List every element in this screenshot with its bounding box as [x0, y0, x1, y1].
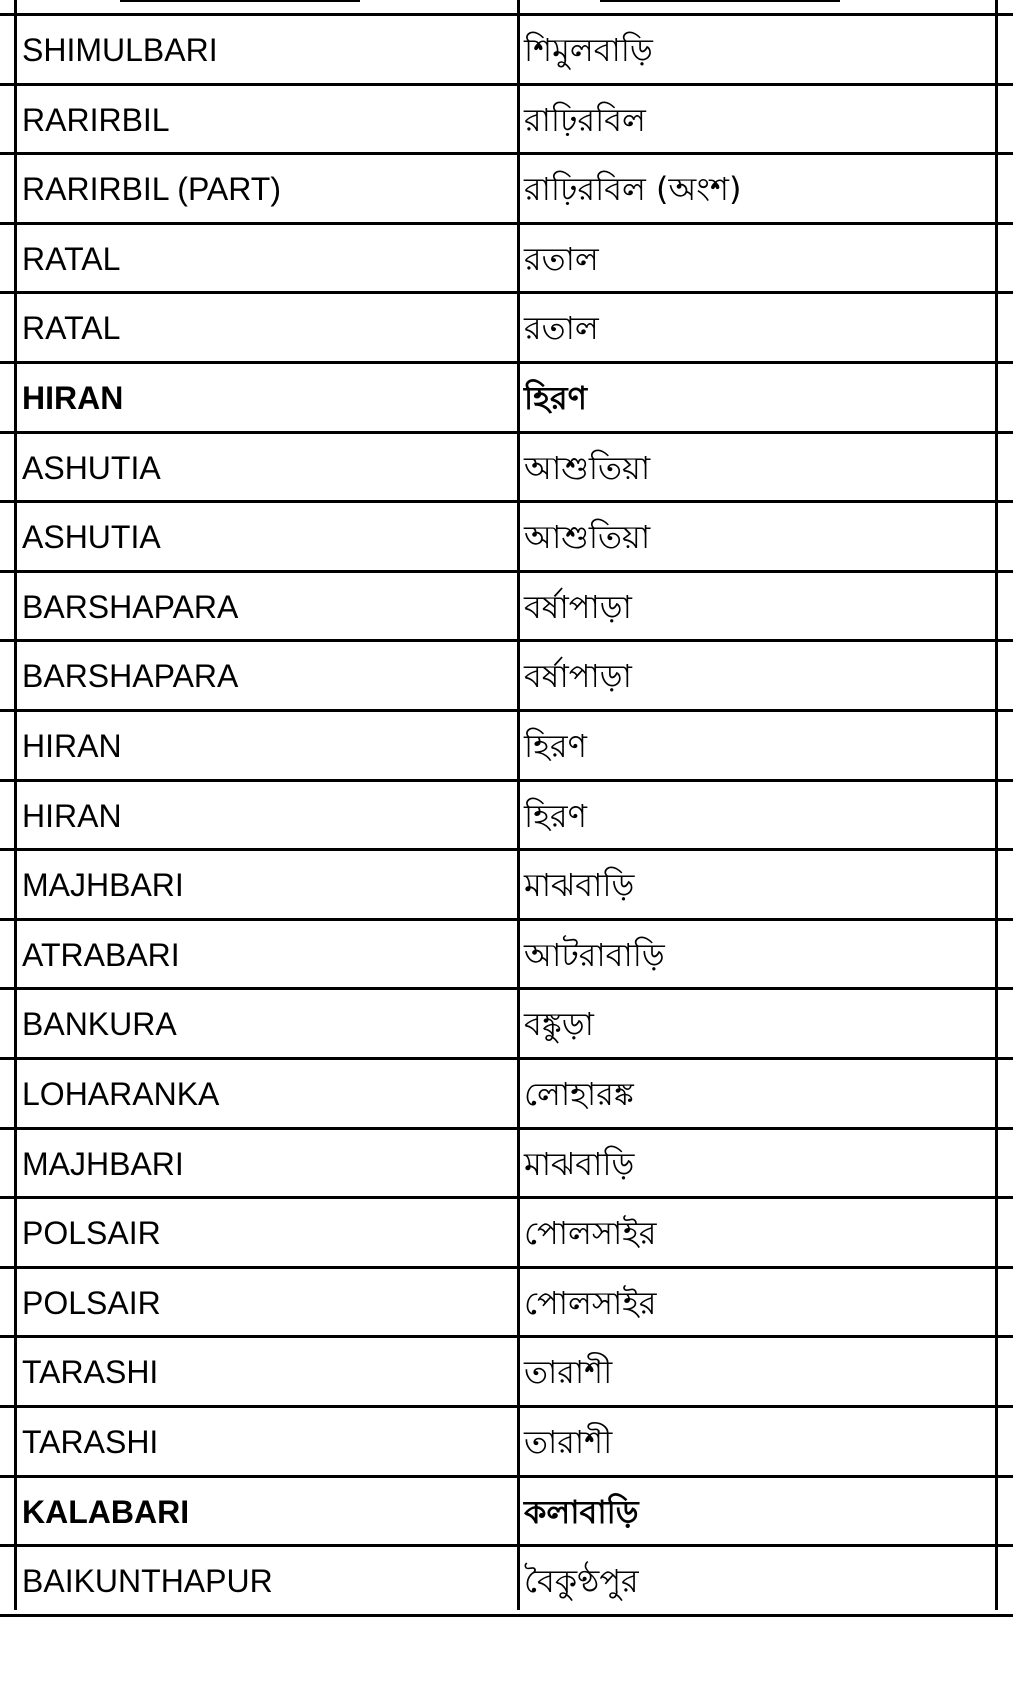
bengali-name-cell: বর্ষাপাড়া	[524, 587, 632, 626]
bengali-name-cell: পোলসাইর	[524, 1283, 657, 1322]
english-name-cell: HIRAN	[22, 797, 122, 834]
row-divider-tick	[998, 1057, 1013, 1060]
english-name-cell: BARSHAPARA	[22, 588, 239, 625]
table-row	[17, 1547, 995, 1614]
bengali-name-cell: বঙ্কুড়া	[524, 1004, 594, 1043]
table-row	[17, 990, 995, 1057]
bengali-name-cell: আটরাবাড়ি	[524, 935, 665, 974]
table-row	[17, 573, 995, 640]
bengali-name-cell: মাঝবাড়ি	[524, 865, 635, 904]
row-divider-tick	[998, 500, 1013, 503]
english-name-cell: LOHARANKA	[22, 1075, 220, 1112]
table-row	[17, 1478, 995, 1545]
row-divider-tick	[998, 639, 1013, 642]
row-divider-tick	[0, 13, 14, 16]
row-divider-tick	[998, 13, 1013, 16]
bengali-name-cell: রাঢ়িরবিল (অংশ)	[524, 169, 742, 208]
bengali-name-cell: তারাশী	[524, 1352, 613, 1391]
bengali-name-cell: রতাল	[524, 308, 599, 347]
row-divider-tick	[0, 570, 14, 573]
row-divider-tick	[0, 291, 14, 294]
row-divider-tick	[998, 361, 1013, 364]
bengali-name-cell: কলাবাড়ি	[524, 1492, 639, 1531]
row-divider-tick	[998, 709, 1013, 712]
row-divider-tick	[998, 431, 1013, 434]
clipped-header-border	[120, 0, 360, 2]
table-row	[17, 16, 995, 83]
english-name-cell: MAJHBARI	[22, 1145, 184, 1182]
row-divider-tick	[0, 848, 14, 851]
bengali-name-cell: আশুতিয়া	[524, 448, 651, 487]
row-divider-tick	[998, 1544, 1013, 1547]
row-divider-tick	[0, 779, 14, 782]
english-name-cell: BAIKUNTHAPUR	[22, 1562, 273, 1599]
english-name-cell: RARIRBIL (PART)	[22, 170, 281, 207]
row-divider-tick	[0, 1335, 14, 1338]
row-divider-tick	[0, 709, 14, 712]
table-row	[17, 712, 995, 779]
bengali-name-cell: আশুতিয়া	[524, 517, 651, 556]
bengali-name-cell: বর্ষাপাড়া	[524, 656, 632, 695]
bengali-name-cell: লোহারঙ্ক	[524, 1074, 634, 1113]
row-divider-tick	[998, 1475, 1013, 1478]
table-row	[17, 642, 995, 709]
row-divider-tick	[0, 83, 14, 86]
row-divider-tick	[998, 291, 1013, 294]
english-name-cell: RARIRBIL	[22, 101, 170, 138]
table-row	[17, 155, 995, 222]
english-name-cell: BANKURA	[22, 1005, 177, 1042]
row-divider	[14, 1614, 998, 1617]
row-divider-tick	[998, 987, 1013, 990]
row-divider-tick	[998, 918, 1013, 921]
row-divider-tick	[998, 1614, 1013, 1617]
row-divider-tick	[0, 1057, 14, 1060]
english-name-cell: TARASHI	[22, 1353, 159, 1390]
english-name-cell: SHIMULBARI	[22, 31, 218, 68]
row-divider-tick	[0, 361, 14, 364]
row-divider-tick	[0, 1475, 14, 1478]
row-divider-tick	[998, 1405, 1013, 1408]
row-divider-tick	[0, 500, 14, 503]
english-name-cell: TARASHI	[22, 1423, 159, 1460]
row-divider-tick	[0, 1196, 14, 1199]
row-divider-tick	[0, 918, 14, 921]
english-name-cell: MAJHBARI	[22, 866, 184, 903]
row-divider-tick	[998, 1127, 1013, 1130]
bengali-name-cell: তারাশী	[524, 1422, 613, 1461]
english-name-cell: POLSAIR	[22, 1284, 161, 1321]
bengali-name-cell: রতাল	[524, 239, 599, 278]
table-row	[17, 364, 995, 431]
clipped-header-border	[600, 0, 840, 2]
row-divider-tick	[0, 1405, 14, 1408]
table-row	[17, 1269, 995, 1336]
row-divider-tick	[998, 152, 1013, 155]
table-row	[17, 1060, 995, 1127]
row-divider-tick	[0, 152, 14, 155]
bengali-name-cell: হিরণ	[524, 378, 587, 417]
row-divider-tick	[0, 1544, 14, 1547]
table-row	[17, 434, 995, 501]
english-name-cell: ASHUTIA	[22, 518, 161, 555]
row-divider-tick	[0, 431, 14, 434]
row-divider-tick	[998, 83, 1013, 86]
table-row	[17, 1338, 995, 1405]
english-name-cell: RATAL	[22, 309, 121, 346]
row-divider-tick	[998, 848, 1013, 851]
table-row	[17, 225, 995, 292]
english-name-cell: ASHUTIA	[22, 449, 161, 486]
row-divider-tick	[998, 779, 1013, 782]
table-row	[17, 86, 995, 153]
english-name-cell: HIRAN	[22, 727, 122, 764]
bengali-name-cell: শিমুলবাড়ি	[524, 30, 653, 69]
bengali-name-cell: হিরণ	[524, 796, 587, 835]
table-row	[17, 782, 995, 849]
table-row	[17, 503, 995, 570]
table-right-border	[995, 0, 998, 1610]
english-name-cell: BARSHAPARA	[22, 657, 239, 694]
row-divider-tick	[0, 639, 14, 642]
row-divider-tick	[0, 222, 14, 225]
row-divider-tick	[0, 1127, 14, 1130]
row-divider-tick	[998, 570, 1013, 573]
english-name-cell: HIRAN	[22, 379, 124, 416]
english-name-cell: POLSAIR	[22, 1214, 161, 1251]
bengali-name-cell: হিরণ	[524, 726, 587, 765]
english-name-cell: KALABARI	[22, 1493, 190, 1530]
bengali-name-cell: রাঢ়িরবিল	[524, 100, 646, 139]
table-row	[17, 1408, 995, 1475]
row-divider-tick	[998, 1196, 1013, 1199]
english-name-cell: ATRABARI	[22, 936, 180, 973]
row-divider-tick	[0, 1266, 14, 1269]
bengali-name-cell: পোলসাইর	[524, 1213, 657, 1252]
row-divider-tick	[998, 1335, 1013, 1338]
table-row	[17, 1199, 995, 1266]
table-row	[17, 1130, 995, 1197]
row-divider-tick	[998, 222, 1013, 225]
table-row	[17, 921, 995, 988]
english-name-cell: RATAL	[22, 240, 121, 277]
table-row	[17, 851, 995, 918]
table-row	[17, 294, 995, 361]
row-divider-tick	[0, 1614, 14, 1617]
row-divider-tick	[0, 987, 14, 990]
row-divider-tick	[998, 1266, 1013, 1269]
bengali-name-cell: বৈকুণ্ঠপুর	[524, 1561, 639, 1600]
bengali-name-cell: মাঝবাড়ি	[524, 1144, 635, 1183]
